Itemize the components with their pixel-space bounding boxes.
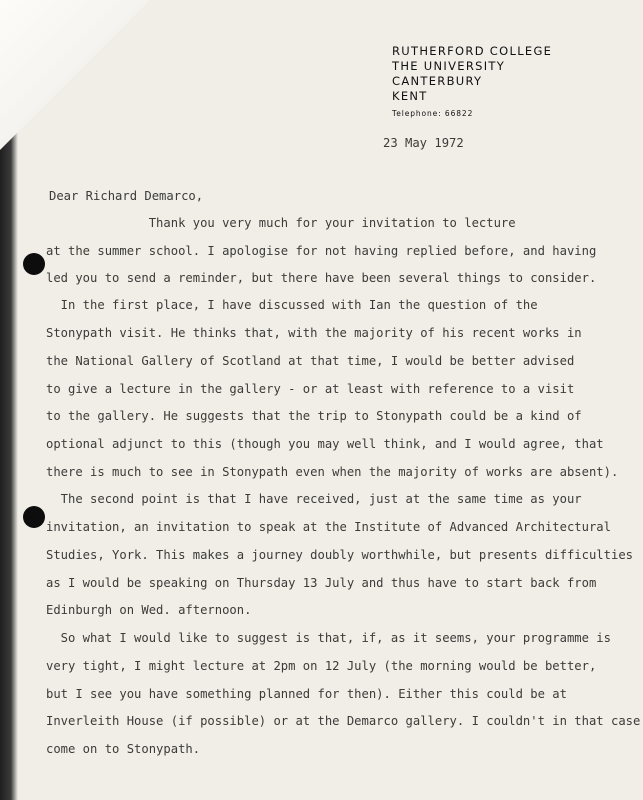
punch-hole-top bbox=[23, 253, 45, 275]
body-line: The second point is that I have received, just at the same time as your bbox=[46, 492, 582, 506]
body-line: to the gallery. He suggests that the trip to Stonypath could be a kind of bbox=[46, 409, 582, 423]
body-line: In the first place, I have discussed with Ian the question of the bbox=[46, 298, 538, 312]
body-line: as I would be speaking on Thursday 13 July and thus have to start back from bbox=[46, 576, 597, 590]
body-line: to give a lecture in the gallery - or at least with reference to a visit bbox=[46, 382, 575, 396]
body-line: optional adjunct to this (though you may well think, and I would agree, that bbox=[46, 437, 604, 451]
body-line: So what I would like to suggest is that, if, as it seems, your programme is bbox=[46, 631, 611, 645]
body-line: the National Gallery of Scotland at that time, I would be better advised bbox=[46, 354, 575, 368]
body-line: at the summer school. I apologise for not having replied before, and having bbox=[46, 244, 597, 258]
body-line: Thank you very much for your invitation to lecture bbox=[46, 216, 516, 230]
letterhead-line-college: RUTHERFORD COLLEGE bbox=[392, 44, 553, 58]
body-line: there is much to see in Stonypath even when the majority of works are absent). bbox=[46, 465, 619, 479]
body-line: led you to send a reminder, but there have been several things to consider. bbox=[46, 271, 597, 285]
letter-date: 23 May 1972 bbox=[383, 136, 464, 150]
body-line: come on to Stonypath. bbox=[46, 742, 201, 756]
letterhead-telephone: Telephone: 66822 bbox=[392, 109, 474, 118]
letterhead-line-city: CANTERBURY bbox=[392, 74, 483, 88]
body-line: Stonypath visit. He thinks that, with the majority of his recent works in bbox=[46, 326, 582, 340]
folded-corner bbox=[0, 0, 150, 150]
body-line: Edinburgh on Wed. afternoon. bbox=[46, 603, 252, 617]
body-line: very tight, I might lecture at 2pm on 12 July (the morning would be better, bbox=[46, 659, 597, 673]
letterhead bbox=[392, 44, 552, 121]
letterhead-line-university: THE UNIVERSITY bbox=[392, 59, 506, 73]
body-line: Inverleith House (if possible) or at the Demarco gallery. I couldn't in that case bbox=[46, 714, 641, 728]
punch-hole-bottom bbox=[23, 506, 45, 528]
body-line: but I see you have something planned for then). Either this could be at bbox=[46, 687, 567, 701]
body-line: Studies, York. This makes a journey doubly worthwhile, but presents difficulties bbox=[46, 548, 633, 562]
body-line: invitation, an invitation to speak at the Institute of Advanced Architectural bbox=[46, 520, 611, 534]
salutation: Dear Richard Demarco, bbox=[49, 189, 204, 203]
letterhead-line-county: KENT bbox=[392, 89, 428, 103]
